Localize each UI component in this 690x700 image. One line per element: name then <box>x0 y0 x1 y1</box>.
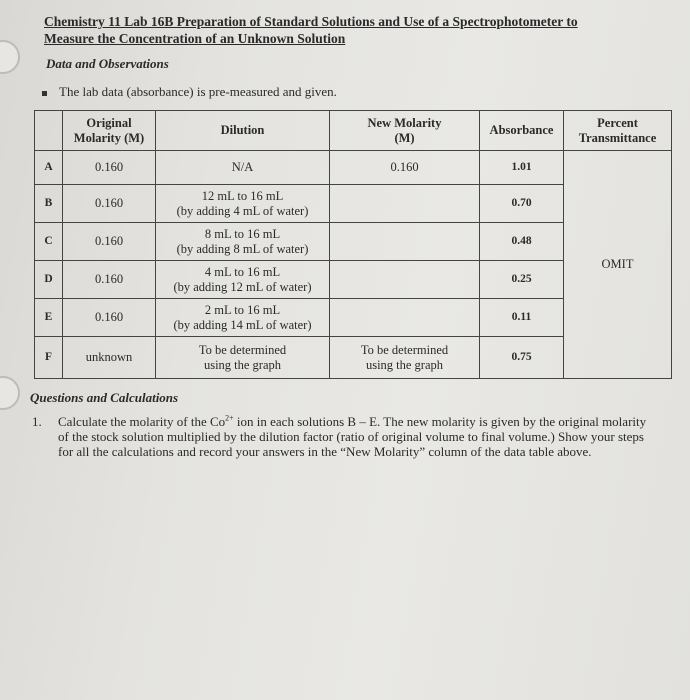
title-line-2: Measure the Concentration of an Unknown Solution <box>44 31 346 46</box>
row-label: B <box>35 185 63 223</box>
cell-absorbance: 0.48 <box>480 223 564 261</box>
cell-dilution: 2 mL to 16 mL (by adding 14 mL of water) <box>156 299 330 337</box>
cell-dilution: To be determined using the graph <box>156 337 330 379</box>
question-number: 1. <box>32 414 42 429</box>
cell-new-molarity: To be determined using the graph <box>330 337 480 379</box>
cell-absorbance: 0.11 <box>480 299 564 337</box>
cell-dilution: 4 mL to 16 mL (by adding 12 mL of water) <box>156 261 330 299</box>
cell-absorbance: 0.70 <box>480 185 564 223</box>
section-heading-questions: Questions and Calculations <box>30 390 179 405</box>
cell-dilution: N/A <box>156 151 330 185</box>
cell-original: 0.160 <box>63 151 156 185</box>
cell-original: 0.160 <box>63 185 156 223</box>
cell-absorbance: 0.25 <box>480 261 564 299</box>
data-table <box>34 110 672 379</box>
bullet-item <box>42 84 337 100</box>
section-heading-data: Data and Observations <box>46 56 169 71</box>
header-original-molarity: Original Molarity (M) <box>63 111 156 151</box>
header-dilution: Dilution <box>156 111 330 151</box>
binder-hole <box>0 40 20 74</box>
title-line-1: Chemistry 11 Lab 16B Preparation of Standard Solutions and Use of a Spectrophotometer to <box>44 14 578 29</box>
cell-original: 0.160 <box>63 261 156 299</box>
cell-new-molarity <box>330 261 480 299</box>
cell-new-molarity <box>330 299 480 337</box>
cell-original: 0.160 <box>63 299 156 337</box>
page-title <box>44 13 644 47</box>
binder-hole <box>0 376 20 410</box>
header-new-molarity: New Molarity (M) <box>330 111 480 151</box>
table-header-row <box>35 111 672 151</box>
cell-original: unknown <box>63 337 156 379</box>
cell-percent-transmittance: OMIT <box>564 151 672 379</box>
row-label: E <box>35 299 63 337</box>
cell-new-molarity: 0.160 <box>330 151 480 185</box>
row-label: F <box>35 337 63 379</box>
question-text: Calculate the molarity of the $Co^{2+}$ ion in each solutions B – E. The new molarity is given by the original molarity of the stock solution multiplied by the dilution factor (ratio of original volume to final volume.) Show your steps for all the calculations and record your answers in the “New Molarity” column of the data table above. <box>58 413 647 459</box>
bullet-icon <box>42 91 47 96</box>
row-label: A <box>35 151 63 185</box>
row-label: D <box>35 261 63 299</box>
cell-original: 0.160 <box>63 223 156 261</box>
cell-new-molarity <box>330 185 480 223</box>
cell-dilution: 8 mL to 16 mL (by adding 8 mL of water) <box>156 223 330 261</box>
header-absorbance: Absorbance <box>480 111 564 151</box>
cell-absorbance: 1.01 <box>480 151 564 185</box>
header-blank <box>35 111 63 151</box>
table-row <box>35 151 672 185</box>
cell-new-molarity <box>330 223 480 261</box>
cell-absorbance: 0.75 <box>480 337 564 379</box>
cell-dilution: 12 mL to 16 mL (by adding 4 mL of water) <box>156 185 330 223</box>
header-percent-transmittance: Percent Transmittance <box>564 111 672 151</box>
bullet-text: The lab data (absorbance) is pre-measured and given. <box>59 84 337 99</box>
row-label: C <box>35 223 63 261</box>
